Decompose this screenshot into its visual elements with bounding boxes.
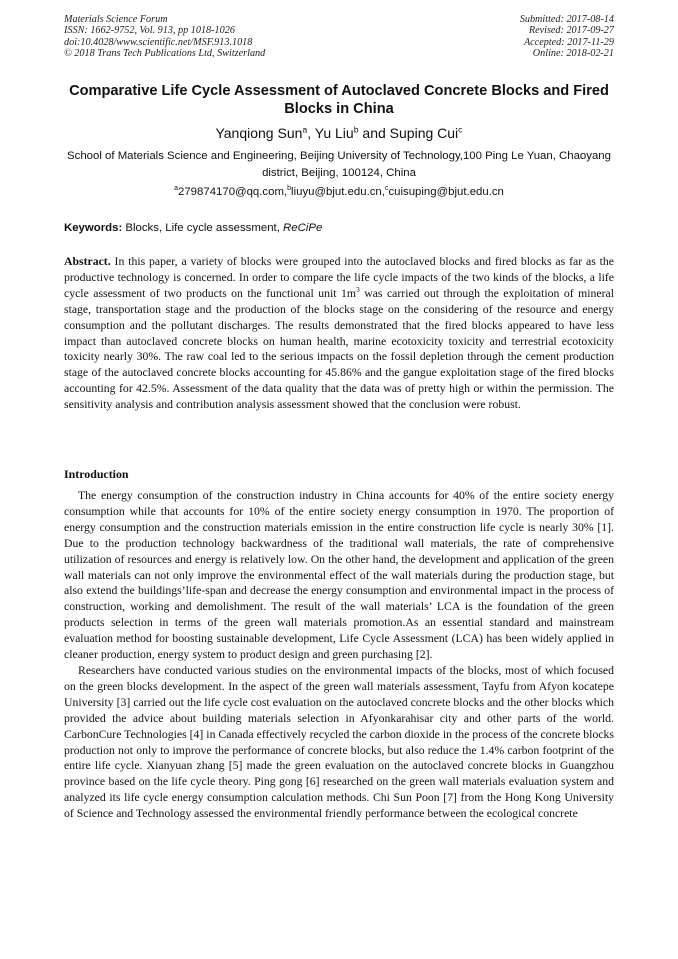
- keywords: [64, 220, 614, 236]
- submitted-date: Submitted: 2017-08-14: [519, 14, 614, 25]
- email-link[interactable]: cuisuping@bjut.edu.cn: [388, 186, 504, 198]
- author-separator: and: [358, 125, 390, 141]
- keyword-italic: ReCiPe: [283, 222, 323, 234]
- revised-date: Revised: 2017-09-27: [528, 25, 614, 37]
- abstract-text: In this paper, a variety of blocks were grouped into the autoclaved blocks and fired blocks as far as the productive technology is concerned. In order to compare the life cycle impacts of the two kinds of the blocks, a life cycle assessment of two products on the functional unit 1m: [64, 255, 614, 300]
- paragraph: The energy consumption of the construction industry in China accounts for 40% of the entire society energy consumption while that accounts for 10% of the entire society energy consumption in 1970. The proportion of energy consumption and the construction materials emission in the entire construction life cycle is nearly 30% [1]. Due to the production technology backwardness of the traditional wall materials, the rate of comprehensive utilization of resources and energy is relatively low. On the other hand, the development and application of the green wall materials can not only improve the environmental effect of the wall materials during the production stage, but also extend the buildings’life-span and decrease the energy consumption and environmental impact in the process of construction, working and demolishment. The result of the wall materials’ LCA is the foundation of the green products selection in terms of the green wall materials promotion.As an essential standard and mainstream evaluation method for boosting sustainable development, Life Cycle Assessment (LCA) has been widely applied in cleaner production, energy system to product design and green purchasing [2].: [64, 489, 614, 662]
- journal-name: Materials Science Forum: [64, 14, 168, 25]
- author-superscript: b: [353, 124, 359, 135]
- author-superscript: c: [458, 124, 463, 135]
- online-date: Online: 2018-02-21: [532, 48, 614, 60]
- author-name: Yanqiong Sun: [215, 125, 303, 141]
- email-superscript: b: [287, 185, 292, 193]
- author-superscript: a: [302, 124, 308, 135]
- email-link[interactable]: 279874170@qq.com,: [178, 186, 288, 198]
- email-link[interactable]: liuyu@bjut.edu.cn,: [291, 186, 385, 198]
- paragraph: Researchers have conducted various studies on the environmental impacts of the blocks, most of which focused on the green blocks development. In the aspect of the green wall materials assessment, Tayfu from Afyon kocatepe University [3] carried out the life cycle cost evaluation on the autoclaved concrete blocks and the other blocks which provided the advice about building materials selection in Afyonkarahisar city and other parts of the world. CarbonCure Technologies [4] in Canada effectively recycled the carbon dioxide in the process of the concrete blocks production not only to improve the performance of concrete blocks, but also reduce the 1.4% carbon footprint of the entire life cycle. Xianyuan zhang [5] made the green evaluation on the autoclaved concrete blocks in Guangzhou province based on the life cycle theory. Ping gong [6] researched on the green wall materials evaluation system and analyzed its life cycle energy consumption calculation methods. Chi Sun Poon [7] from the Hong Kong University of Science and Technology assessed the environmental friendly performance between the ecological concrete: [64, 663, 614, 821]
- paper-title: Comparative Life Cycle Assessment of Autoclaved Concrete Blocks and Fired Blocks in China: [69, 83, 609, 117]
- affiliation: School of Materials Science and Engineering, Beijing University of Technology,100 Ping Le Yuan, Chaoyang district, Beijing, 100124, China: [67, 150, 611, 179]
- abstract-text: was carried out through the exploitation of mineral stage, transportation stage and the production of the blocks stage on the considering of the resource and energy consumption and the pollutant discharges. The results demonstrated that the fired blocks appeared to have less impact than autoclaved concrete blocks on human health, marine ecotoxicity toxicity and terrestrial ecotoxicity toxicity nearly 30%. The raw coal led to the serious impacts on the fossil depletion through the cement production stage of the autoclaved concrete blocks accounting for 45.86% and the gangue exploitation stage of the fired blocks accounting for 42.5%. Assessment of the data quality that the data was of pretty high or within the permission. The sensitivity analysis and contribution analysis assessment showed that the conclusion were robust.: [64, 286, 614, 412]
- author-list: [0, 124, 678, 142]
- author-name: Suping Cui: [389, 125, 459, 141]
- abstract-label: Abstract.: [64, 255, 111, 268]
- doi-line[interactable]: doi:10.4028/www.scientific.net/MSF.913.1018: [64, 36, 253, 48]
- issn-line: ISSN: 1662-9752, Vol. 913, pp 1018-1026: [64, 25, 235, 37]
- author-emails: [0, 184, 678, 200]
- journal-header-right: [520, 14, 614, 60]
- journal-header-left: [64, 14, 265, 60]
- author-separator: ,: [307, 125, 315, 141]
- abstract: [64, 254, 614, 413]
- section-heading-introduction: Introduction: [64, 467, 129, 481]
- keywords-list: Blocks, Life cycle assessment,: [122, 222, 284, 234]
- email-superscript: a: [174, 185, 179, 193]
- author-name: Yu Liu: [314, 125, 354, 141]
- abstract-superscript: 3: [355, 284, 360, 294]
- copyright-line: © 2018 Trans Tech Publications Ltd, Switzerland: [64, 48, 266, 60]
- email-superscript: c: [384, 185, 389, 193]
- introduction-body: [64, 488, 614, 822]
- accepted-date: Accepted: 2017-11-29: [523, 36, 614, 48]
- keywords-label: Keywords:: [64, 222, 123, 234]
